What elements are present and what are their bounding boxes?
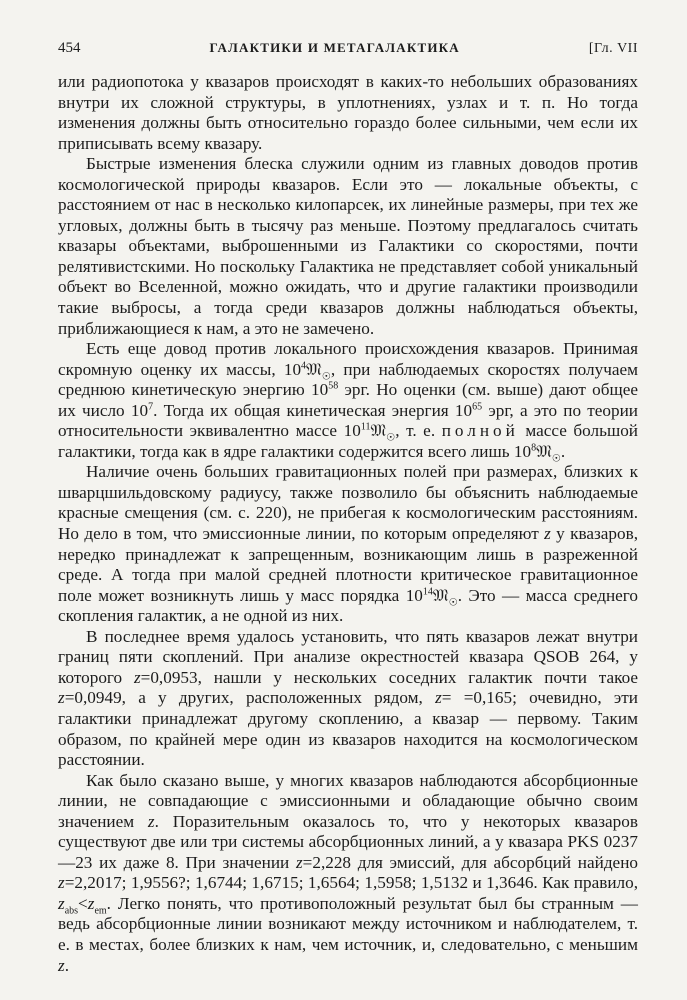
paragraph-p2: Быстрые изменения блеска служили одним из главных доводов против космологической природы квазаров. Если это — локальные объекты, с расстоянием от нас в несколько килопарсек, их линейные размеры, при тех же угловых, должны быть в тысячу раз меньше. Поэтому предлагалось считать квазары объектами, выброшенными из Галактики со скоростями, почти релятивистскими. Но поскольку Галактика не представляет собой уникальный объект во Вселенной, можно ожидать, что и другие галактики производили такие выбросы, а тогда среди квазаров должны наблюдаться объекты, приближающиеся к нам, а это не замечено. [58,154,638,338]
text-run: массе большой галактики, тогда как в ядре галактики содержится всего лишь 10 [58,421,638,461]
page-body [58,72,638,976]
subscript: ☉ [551,453,561,465]
text-run: . [64,955,69,975]
text-run: эрг. Но оценки (см. выше) дают общее их число 10 [58,380,639,420]
italic-variable: z [133,667,141,687]
page-number: 454 [58,40,81,56]
superscript: 14 [422,585,433,597]
spaced-emphasis: полной [441,421,519,441]
text-run: = =0,165; очевидно, эти галактики принадлежат другому скоплению, а квазар — первому. Таким образом, по крайней мере один из квазаров находится на космологическом расстоянии. [58,688,638,770]
text-run: Наличие очень больших гравитационных полей при размерах, близких к шварцшильдовскому радиусу, также позволило бы объяснить наблюдаемые красные смещения (см. с. 220), не прибегая к космологическим расстояниям. Но дело в том, что эмиссионные линии, по которым определяют [58,462,638,544]
text-run: , при наблюдаемых скоростях получаем среднюю кинетическую энергию 10 [58,359,638,400]
text-run: 𝔐 [536,441,552,461]
text-run: В последнее время удалось установить, что пять квазаров лежат внутри границ пяти скоплений. При анализе окрестностей квазара QSOB 264, у которого [58,626,638,687]
text-run: . Тогда их общая кинетическая энергия 10 [153,400,473,420]
superscript: 4 [301,359,307,371]
book-page [58,40,638,976]
italic-variable: z [87,893,95,913]
subscript: abs [64,905,79,917]
text-run: . Поразительным оказалось то, что у некоторых квазаров существуют две или три системы абсорбционных линий, а у квазара PKS 0237—23 их даже 8. При значении [58,811,638,872]
italic-variable: z [58,893,65,913]
superscript: 65 [472,401,483,413]
text-run: < [78,893,88,913]
running-title: ГАЛАКТИКИ И МЕТАГАЛАКТИКА [209,40,460,55]
superscript: 8 [531,442,537,454]
superscript: 11 [360,421,371,433]
text-run: Есть еще довод против локального происхождения квазаров. Принимая скромную оценку их массы, 10 [58,339,638,379]
paragraph-p3 [58,339,639,465]
text-run: 𝔐 [370,421,387,441]
italic-variable: z [435,688,442,708]
text-run: . Легко понять, что противоположный результат был бы странным — ведь абсорбционные линии возникают между источником и наблюдателем, т. е. в местах, более близких к нам, чем источник, и, следовательно, с меньшим [58,893,638,954]
paragraph-p6 [58,771,638,976]
italic-variable: z [58,873,65,893]
italic-variable: z [295,852,303,872]
text-run: . Это — масса среднего скопления галактик, а не одной из них. [58,585,638,626]
subscript: ☉ [321,371,331,383]
text-run: =2,2017; 1,9556?; 1,6744; 1,6715; 1,6564; 1,5958; 1,5132 и 1,3646. Как правило, [64,873,638,893]
text-run: =0,0949, а у других, расположенных рядом, [64,688,436,708]
text-run: =0,0953, нашли у нескольких соседних галактик почти такое [140,667,639,687]
italic-variable: z [147,811,155,831]
paragraph-p4 [58,462,638,626]
chapter-label: [Гл. VII [588,41,638,56]
text-run: . [560,441,566,461]
italic-variable: z [58,955,65,975]
subscript: ☉ [386,432,396,444]
italic-variable: z [58,688,65,708]
paragraph-p1: или радиопотока у квазаров происходят в каких-то небольших образованиях внутри их сложной структуры, в уплотнениях, узлах и т. п. Но тогда изменения должны быть относительно гораздо более сильными, чем если их приписывать всему квазару. [58,72,638,153]
text-run: эрг, а это по теории относительности эквивалентно массе 10 [58,400,638,441]
text-run: у квазаров, нередко принадлежат к запрещенным, возникающим лишь в разреженной среде. А тогда при малой средней плотности критическое гравитационное поле может возникнуть лишь у масс порядка 10 [58,524,638,605]
superscript: 7 [148,401,154,413]
text-run: =2,228 для эмиссий, для абсорбций найдено [302,852,638,872]
italic-variable: z [544,524,551,544]
text-run: , т. е. [395,421,442,441]
running-header [58,40,638,64]
subscript: ☉ [448,597,458,609]
text-run: Как было сказано выше, у многих квазаров наблюдаются абсорбционные линии, не совпадающие с эмиссионными и обладающие обычно своим значением [58,770,638,831]
paragraph-p5 [58,627,638,771]
subscript: em [94,905,107,917]
superscript: 58 [328,380,339,392]
text-run: 𝔐 [432,585,449,605]
text-run: 𝔐 [306,359,322,379]
